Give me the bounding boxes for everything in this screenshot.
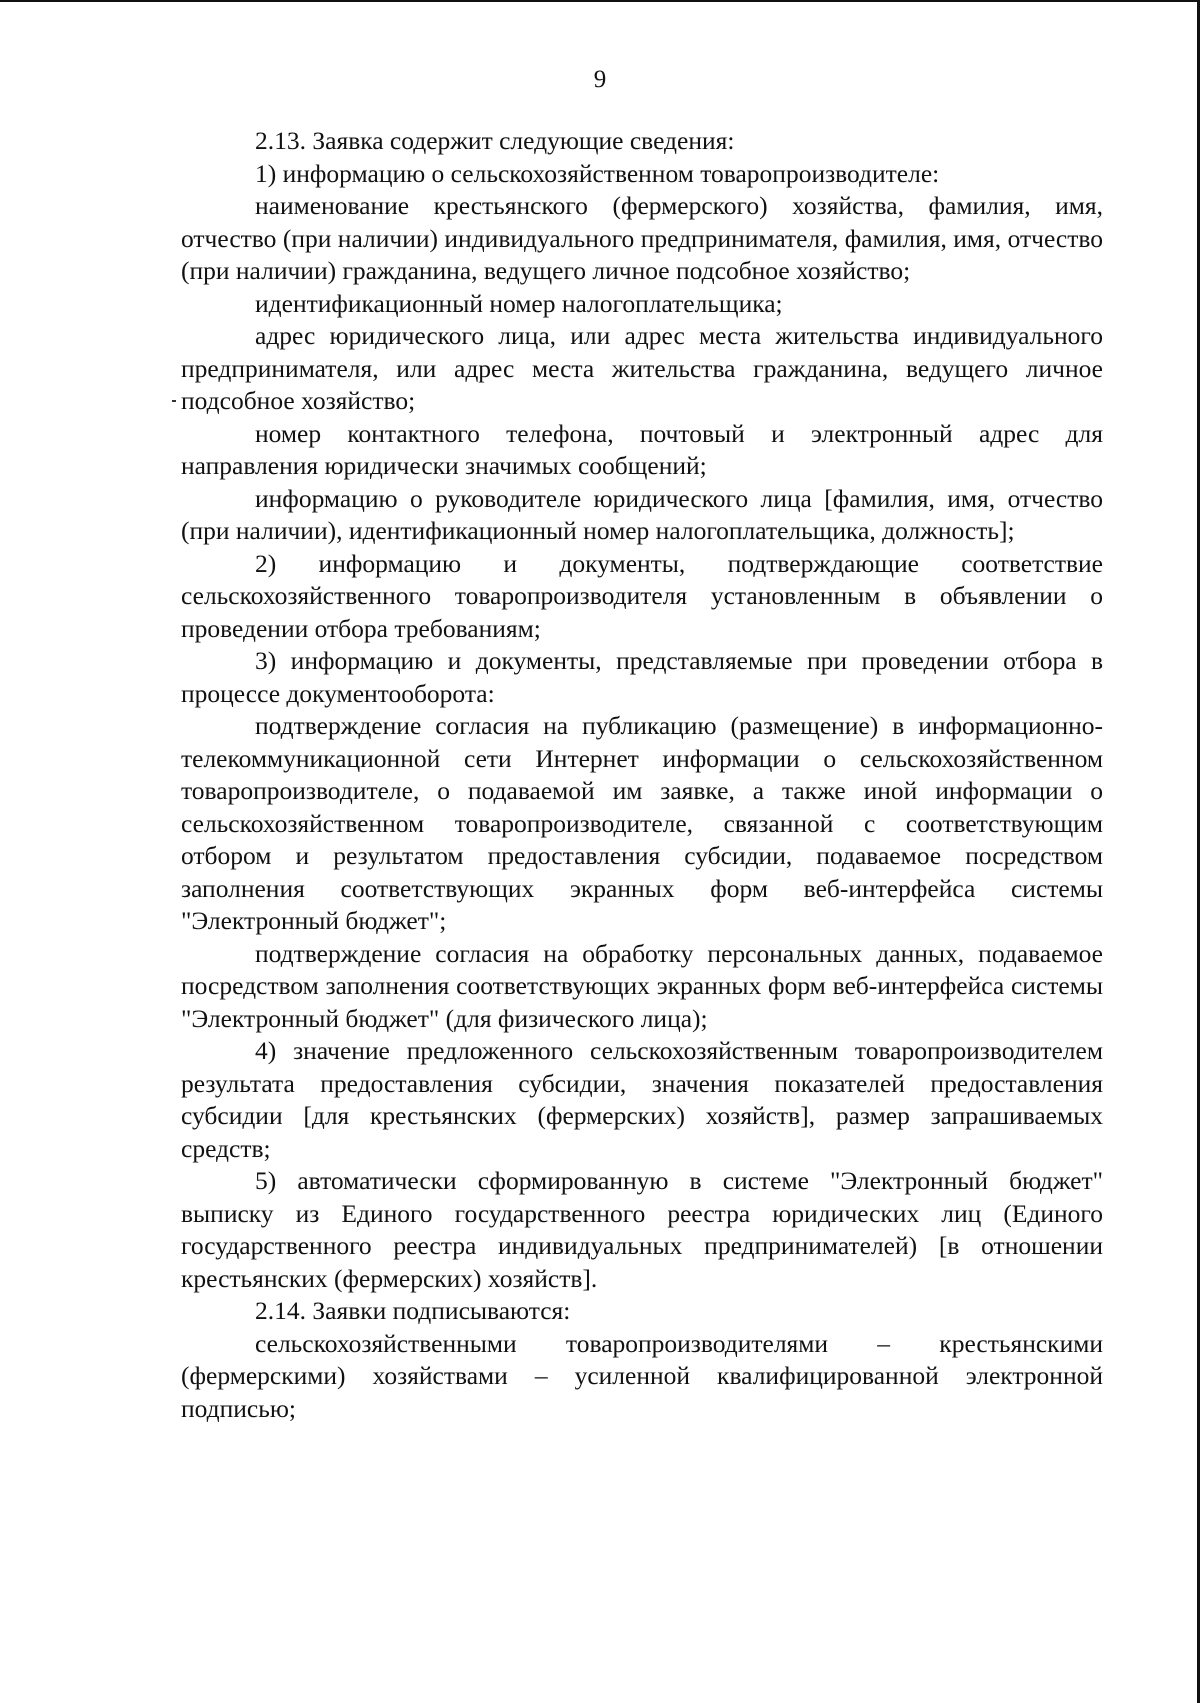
clause-2-14: 2.14. Заявки подписываются: (255, 1296, 571, 1325)
publication-consent-paragraph: подтверждение согласия на публикацию (размещение) в информационно-телекоммуникационной сети Интернет информации о сельскохозяйственном товаропроизводителе, о подаваемой им заявке, а также иной информации о сельскохозяйственном товаропроизводителе, связанной с соответствующим отбором и результатом предоставления субсидии, подаваемое посредством заполнения соответствующих экранных форм веб-интерфейса системы "Электронный бюджет"; (181, 711, 1103, 935)
signature-paragraph: сельскохозяйственными товаропроизводителями – крестьянскими (фермерскими) хозяйствами – усиленной квалифицированной электронной подписью; (181, 1328, 1103, 1423)
personal-data-consent-paragraph: подтверждение согласия на обработку персональных данных, подаваемое посредством заполнения соответствующих экранных форм веб-интерфейса системы "Электронный бюджет" (для физического лица); (181, 938, 1103, 1033)
producer-name-paragraph: наименование крестьянского (фермерского) хозяйства, фамилия, имя, отчество (при наличии) индивидуального предпринимателя, фамилия, имя, отчество (при наличии) гражданина, ведущего личное подсобное хозяйство; (181, 191, 1103, 285)
item-5-registry-extract: 5) автоматически сформированную в системе "Электронный бюджет" выписку из Единого государственного реестра юридических лиц (Единого государственного реестра индивидуальных предпринимателей) [в отношении крестьянских (фермерских) хозяйств]. (181, 1166, 1103, 1293)
item-4-result-value: 4) значение предложенного сельскохозяйственным товаропроизводителем результата предоставления субсидии, значения показателей предоставления субсидии [для крестьянских (фермерских) хозяйств], размер запрашиваемых средств; (181, 1036, 1103, 1163)
scan-edge-top (0, 0, 1200, 2)
director-info-paragraph: информацию о руководителе юридического лица [фамилия, имя, отчество (при наличии), идентификационный номер налогоплательщика, должность]; (181, 483, 1103, 545)
clause-2-13: 2.13. Заявка содержит следующие сведения: (255, 126, 735, 155)
item-1-producer-info: 1) информацию о сельскохозяйственном товаропроизводителе: (255, 158, 940, 188)
item-3-documents: 3) информацию и документы, представляемые при проведении отбора в процессе документооборота: (181, 646, 1103, 708)
document-body (181, 125, 1103, 1425)
scan-mark (172, 400, 176, 402)
contact-paragraph: номер контактного телефона, почтовый и электронный адрес для направления юридически значимых сообщений; (181, 418, 1103, 480)
tax-id-paragraph: идентификационный номер налогоплательщика; (255, 288, 783, 318)
item-2-documents: 2) информацию и документы, подтверждающие соответствие сельскохозяйственного товаропроизводителя установленным в объявлении о проведении отбора требованиям; (181, 548, 1103, 643)
address-paragraph: адрес юридического лица, или адрес места жительства индивидуального предпринимателя, или адрес места жительства гражданина, ведущего личное подсобное хозяйство; (181, 321, 1103, 415)
page-number: 9 (593, 66, 607, 93)
